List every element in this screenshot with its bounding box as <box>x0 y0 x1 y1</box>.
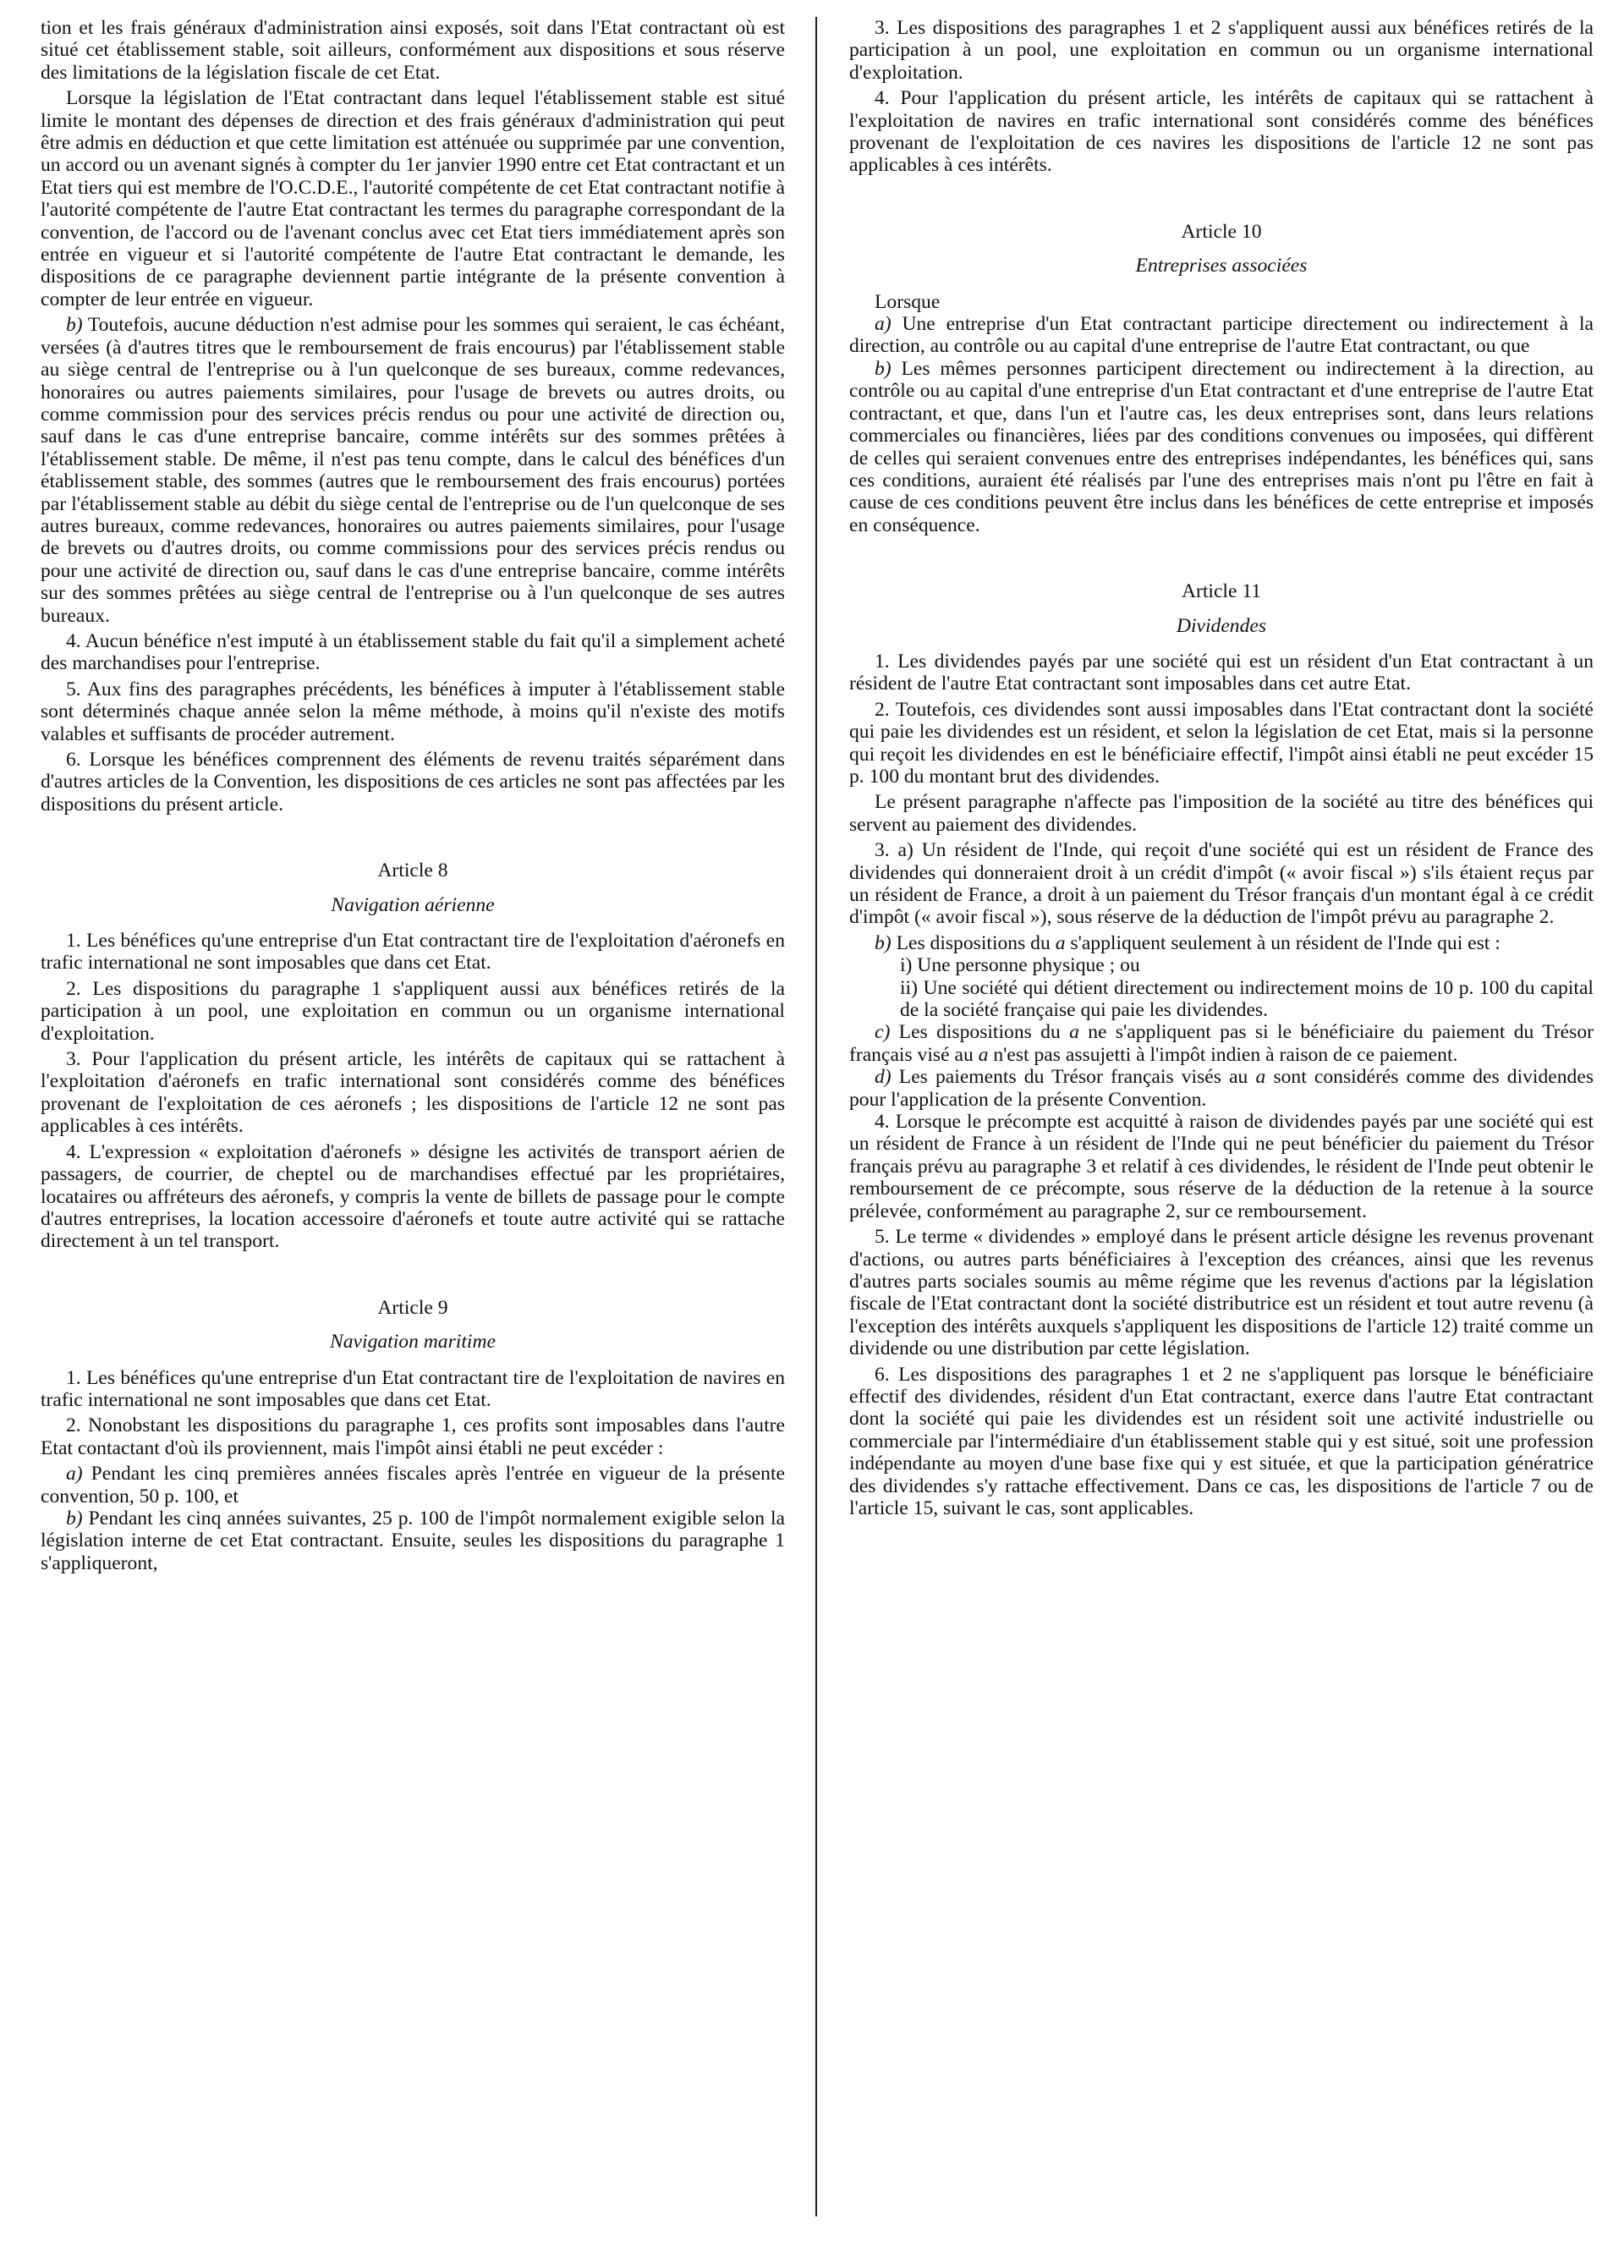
subparagraph-label: b) <box>66 314 83 337</box>
paragraph <box>849 932 1594 954</box>
paragraph: 4. Aucun bénéfice n'est imputé à un établissement stable du fait qu'il a simplement acheté des marchandises pour l'entreprise. <box>41 629 785 675</box>
list-item: i) Une personne physique ; ou <box>900 954 1140 977</box>
paragraph: 2. Nonobstant les dispositions du paragraphe 1, ces profits sont imposables dans l'autre Etat contactant d'où ils proviennent, mais l'impôt ainsi établi ne peut excéder : <box>41 1414 785 1459</box>
paragraph-text: Une entreprise d'un Etat contractant participe directement ou indirectement à la direction, au contrôle ou au capital d'une entreprise de l'autre Etat contractant, ou que <box>849 313 1594 358</box>
article-heading: Article 9 <box>377 1296 448 1319</box>
subparagraph-label: 3. a) <box>875 839 914 862</box>
subparagraph-label: c) <box>875 1021 891 1044</box>
paragraph: 4. L'expression « exploitation d'aéronefs » désigne les activités de transport aérien de passagers, de courrier, de cheptel ou de marchandises effectué par les propriétaires, locataires ou affréteurs des aéronefs, y compris la vente de billets de passage pour le compte d'autres entreprises, la location accessoire d'aéronefs et toute autre activité qui se rattache directement à un tel transport. <box>41 1140 785 1253</box>
subparagraph-label: b) <box>66 1507 83 1529</box>
paragraph <box>849 839 1594 929</box>
paragraph-text: Pendant les cinq années suivantes, 25 p. 100 de l'impôt normalement exigible selon la législation interne de cet Etat contractant. Ensuite, seules les dispositions du paragraphe 1 s'appliqueront, <box>41 1507 785 1574</box>
paragraph: 4. Lorsque le précompte est acquitté à raison de dividendes payés par une société qui est un résident de France à un résident de l'Inde qui ne peut bénéficier du paiement du Trésor français prévu au paragraphe 3 et relatif à ces dividendes, le résident de l'Inde peut obtenir le remboursement de ce précompte, sous réserve de la déduction de la retenue à la source prélevée, conformément au paragraphe 2, sur ce remboursement. <box>849 1111 1594 1222</box>
reference-letter: a <box>978 1043 989 1066</box>
paragraph: 3. Pour l'application du présent article, les intérêts de capitaux qui se rattachent à l'exploitation d'aéronefs en trafic international sont considérés comme des bénéfices provenant de l'exploitation de ces aéronefs ; les dispositions de l'article 12 ne sont pas applicables à ces intérêts. <box>41 1048 785 1138</box>
paragraph-text: Les paiements du Trésor français visés au <box>898 1066 1248 1089</box>
paragraph-text: Les mêmes personnes participent directement ou indirectement à la direction, au contrôle ou au capital d'une entreprise d'un Etat contractant et d'une entreprise de l'autre Etat contractant, et que, dans l'un et l'autre cas, les deux entreprises sont, dans leurs relations commerciales ou financières, liées par des conditions convenues ou imposées, qui diffèrent de celles qui seraient convenues entre des entreprises indépendantes, les bénéfices qui, sans ces conditions, auraient été réalisés par l'une des entreprises mais n'ont pu l'être en fait à cause de ces conditions peuvent être inclus dans les bénéfices de cette entreprise et imposés en conséquence. <box>849 357 1594 536</box>
paragraph <box>41 1507 785 1574</box>
paragraph: 6. Les dispositions des paragraphes 1 et 2 ne s'appliquent pas lorsque le bénéficiaire effectif des dividendes, résident d'un Etat contractant, exerce dans l'autre Etat contractant dont la société qui paie les dividendes est un résident soit une activité industrielle ou commerciale par l'intermédiaire d'un établissement stable qui y est situé, soit une profession indépendante au moyen d'une base fixe qui y est située, et que la participation génératrice des dividendes s'y rattache effectivement. Dans ce cas, les dispositions de l'article 7 ou de l'article 15, suivant le cas, sont applicables. <box>849 1363 1594 1519</box>
paragraph: 2. Les dispositions du paragraphe 1 s'appliquent aussi aux bénéfices retirés de la participation à un pool, une exploitation en commun ou un organisme international d'exploitation. <box>41 977 785 1045</box>
article-title: Navigation aérienne <box>331 893 495 916</box>
left-column <box>41 17 785 1574</box>
article-heading: Article 11 <box>1181 580 1262 603</box>
paragraph: 2. Toutefois, ces dividendes sont aussi imposables dans l'Etat contractant dont la société qui paie les dividendes est un résident, et selon la législation de cet Etat, mais si la personne qui reçoit les dividendes en est le bénéficiaire effectif, l'impôt ainsi établi ne peut excéder 15 p. 100 du montant brut des dividendes. <box>849 698 1594 788</box>
paragraph-text: ne s'appliquent pas si le bénéficiaire du paiement du Trésor français visé au <box>849 1021 1594 1066</box>
paragraph: 3. Les dispositions des paragraphes 1 et 2 s'appliquent aussi aux bénéfices retirés de la participation à un pool, une exploitation en commun ou un organisme international d'exploitation. <box>849 17 1594 84</box>
paragraph-text: n'est pas assujetti à l'impôt indien à raison de ce paiement. <box>993 1043 1458 1066</box>
paragraph-text: Un résident de l'Inde, qui reçoit d'une société qui est un résident de France des dividendes qui donneraient droit à un crédit d'impôt (« avoir fiscal ») s'ils étaient reçus par un résident de France, a droit à un paiement du Trésor français d'un montant égal à ce crédit d'impôt (« avoir fiscal »), sous réserve de la déduction de l'impôt prévu au paragraphe 2. <box>849 839 1594 929</box>
paragraph: 1. Les bénéfices qu'une entreprise d'un Etat contractant tire de l'exploitation d'aéronefs en trafic international ne sont imposables que dans cet Etat. <box>41 930 785 975</box>
paragraph: tion et les frais généraux d'administration ainsi exposés, soit dans l'Etat contractant où est situé cet établissement stable, soit ailleurs, conformément aux dispositions et sous réserve des limitations de la législation fiscale de cet Etat. <box>41 17 785 84</box>
paragraph <box>849 1021 1594 1066</box>
paragraph <box>849 358 1594 536</box>
subparagraph-label: b) <box>875 931 892 954</box>
reference-letter: a <box>1255 1066 1266 1089</box>
paragraph <box>849 1066 1594 1111</box>
subparagraph-label: a) <box>875 313 892 336</box>
subparagraph-label: a) <box>66 1463 83 1485</box>
subparagraph-label: b) <box>875 357 892 380</box>
paragraph-text: Les dispositions du <box>898 1021 1061 1044</box>
document-page <box>34 17 1599 2250</box>
paragraph: Lorsque la législation de l'Etat contractant dans lequel l'établissement stable est situé limite le montant des dépenses de direction et des frais généraux d'administration qui peut être admis en déduction et que cette limitation est atténuée ou supprimée par une convention, un accord ou un avenant signés à compter du 1er janvier 1990 entre cet Etat contractant et un Etat tiers qui est membre de l'O.C.D.E., l'autorité compétente de cet Etat contractant notifie à l'autorité compétente de l'autre Etat contractant les termes du paragraphe correspondant de la convention, de l'accord ou de l'avenant conclus avec cet Etat tiers immédiatement après son entrée en vigueur et si l'autorité compétente de l'autre Etat contractant le demande, les dispositions de ce paragraphe deviennent partie intégrante de la présente convention à compter de leur entrée en vigueur. <box>41 87 785 310</box>
paragraph <box>41 314 785 627</box>
subparagraph-label: d) <box>875 1066 892 1089</box>
paragraph-text: Les dispositions du <box>896 931 1051 954</box>
paragraph: Le présent paragraphe n'affecte pas l'imposition de la société au titre des bénéfices qui servent au paiement des dividendes. <box>849 791 1594 836</box>
article-title: Entreprises associées <box>1135 255 1308 277</box>
right-column <box>849 17 1594 1523</box>
list-item: ii) Une société qui détient directement ou indirectement moins de 10 p. 100 du capital de la société française qui paie les dividendes. <box>900 976 1594 1022</box>
paragraph-text: Pendant les cinq premières années fiscales après l'entrée en vigueur de la présente convention, 50 p. 100, et <box>41 1463 785 1507</box>
paragraph: 1. Les bénéfices qu'une entreprise d'un Etat contractant tire de l'exploitation de navires en trafic international ne sont imposables que dans cet Etat. <box>41 1366 785 1411</box>
paragraph: 6. Lorsque les bénéfices comprennent des éléments de revenu traités séparément dans d'autres articles de la Convention, les dispositions de ces articles ne sont pas affectées par les dispositions du présent article. <box>41 749 785 815</box>
paragraph <box>41 1463 785 1507</box>
paragraph: 5. Aux fins des paragraphes précédents, les bénéfices à imputer à l'établissement stable sont déterminés chaque année selon la même méthode, à moins qu'il n'existe des motifs valables et suffisants de procéder autrement. <box>41 678 785 745</box>
paragraph-text: sont considérés comme des dividendes pour l'application de la présente Convention. <box>849 1066 1594 1111</box>
article-heading: Article 8 <box>377 859 448 882</box>
paragraph-text: s'appliquent seulement à un résident de l'Inde qui est : <box>1070 931 1501 954</box>
reference-letter: a <box>1069 1021 1079 1044</box>
article-title: Navigation maritime <box>330 1331 496 1354</box>
paragraph: 4. Pour l'application du présent article, les intérêts de capitaux qui se rattachent à l'exploitation de navires en trafic international sont considérés comme des bénéfices provenant de l'exploitation de ces navires les dispositions de l'article 12 ne sont pas applicables à ces intérêts. <box>849 87 1594 177</box>
article-title: Dividendes <box>1176 614 1267 637</box>
reference-letter: a <box>1055 931 1066 954</box>
column-divider <box>815 17 817 2216</box>
paragraph: Lorsque <box>875 290 941 313</box>
paragraph <box>849 313 1594 358</box>
paragraph: 1. Les dividendes payés par une société qui est un résident d'un Etat contractant à un résident de l'autre Etat contractant sont imposables dans cet autre Etat. <box>849 650 1594 695</box>
paragraph: 5. Le terme « dividendes » employé dans le présent article désigne les revenus provenant d'actions, ou autres parts bénéficiaires à l'exception des créances, ainsi que les revenus d'autres parts sociales soumis au même régime que les revenus d'actions par la législation fiscale de l'Etat contractant dont la société distributrice est un résident et tout autre revenu (à l'exception des intérêts auxquels s'appliquent les dispositions de l'article 12) traité comme un dividende ou une distribution par cette législation. <box>849 1226 1594 1360</box>
paragraph-text: Toutefois, aucune déduction n'est admise pour les sommes qui seraient, le cas échéant, versées (à d'autres titres que le remboursement de frais encourus) par l'établissement stable au siège central de l'entreprise ou à l'un quelconque de ses bureaux, comme redevances, honoraires ou autres paiements similaires, pour l'usage de brevets ou autres droits, ou comme commission pour des services précis rendus ou pour une activité de direction ou, sauf dans le cas d'une entreprise bancaire, comme intérêts sur des sommes prêtées à l'établissement stable. De même, il n'est pas tenu compte, dans le calcul des bénéfices d'un établissement stable, des sommes (autres que le remboursement des frais encourus) portées par l'établissement stable au débit du siège cental de l'entreprise ou de l'un quelconque de ses autres bureaux, comme redevances, honoraires ou autres paiements similaires, pour l'usage de brevets ou d'autres droits, ou comme commissions pour des services précis rendus ou pour une activité de direction ou, sauf dans le cas d'une entreprise bancaire, comme intérêts sur des sommes prêtées au siège central de l'entreprise ou à l'un quelconque de ses autres bureaux. <box>41 314 785 627</box>
article-heading: Article 10 <box>1181 220 1262 243</box>
